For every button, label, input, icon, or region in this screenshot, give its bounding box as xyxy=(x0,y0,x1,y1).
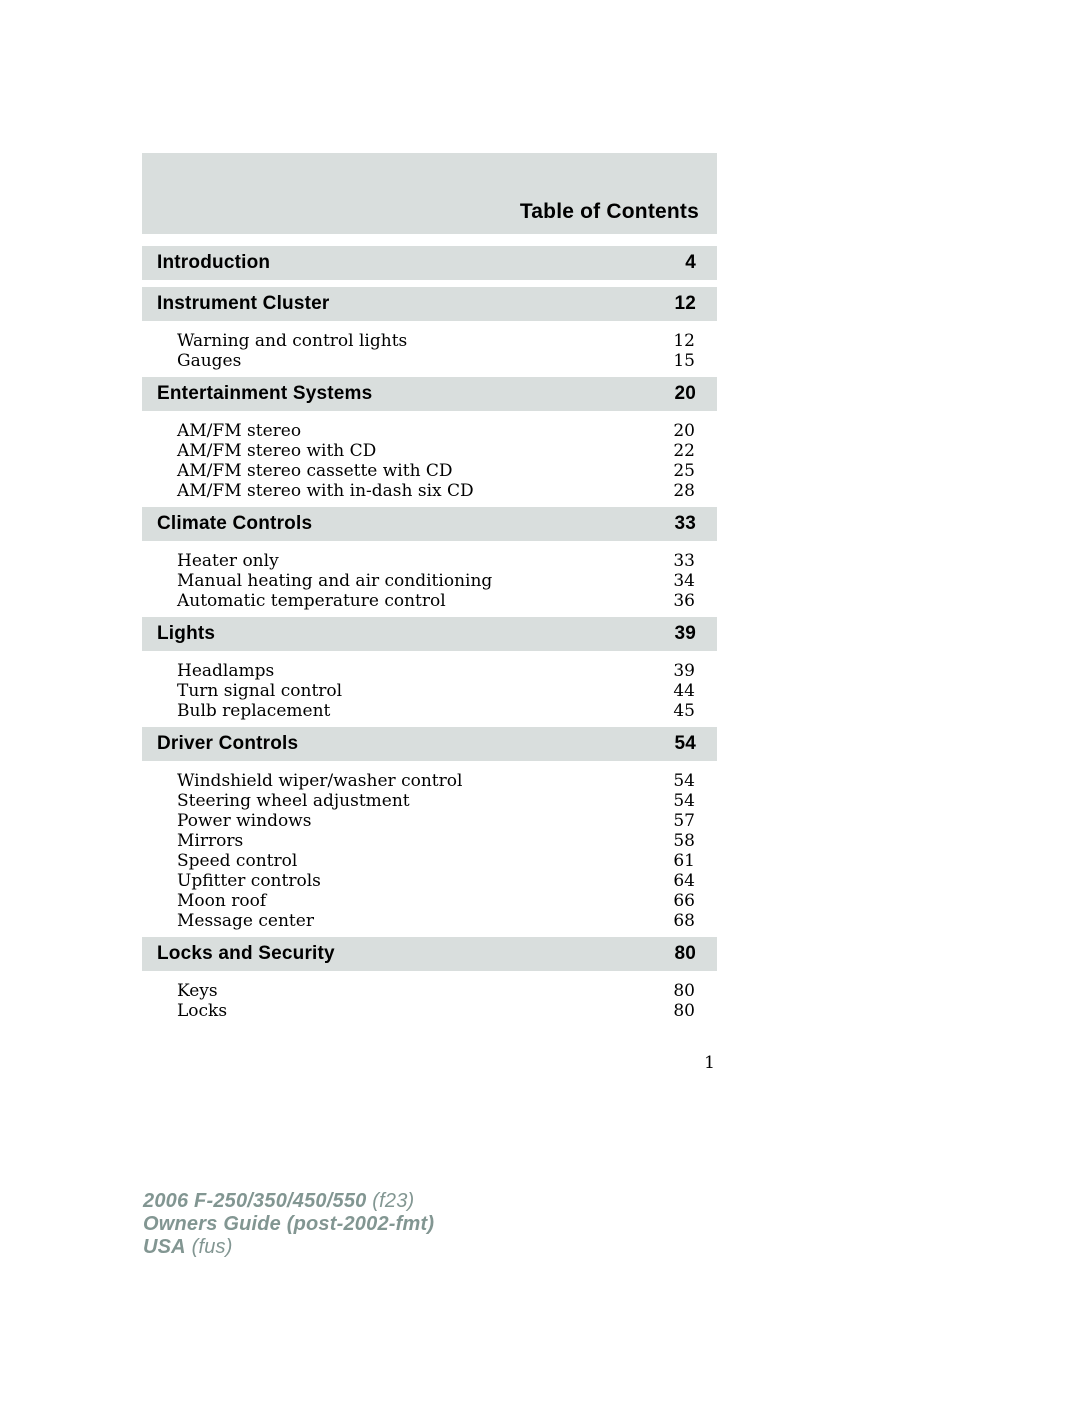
toc-section-bar xyxy=(142,246,717,280)
toc-section-title: Instrument Cluster xyxy=(157,293,330,314)
footer-guide-text: Owners Guide (post-2002-fmt) xyxy=(143,1213,435,1235)
toc-section-entertainment-systems xyxy=(142,377,717,507)
toc-item-page: 64 xyxy=(673,871,695,891)
toc-item-label: Speed control xyxy=(177,851,298,871)
toc-item xyxy=(177,701,695,721)
toc-section-title: Lights xyxy=(157,623,216,644)
toc-item-label: Turn signal control xyxy=(177,681,343,701)
toc-item-page: 61 xyxy=(673,851,695,871)
toc-section-driver-controls xyxy=(142,727,717,937)
toc-item-label: Moon roof xyxy=(177,891,267,911)
toc-item xyxy=(177,831,695,851)
toc-section-bar xyxy=(142,937,717,971)
toc-item-list xyxy=(142,411,717,507)
toc-item-page: 25 xyxy=(673,461,695,481)
toc-item-label: Message center xyxy=(177,911,314,931)
toc-item xyxy=(177,891,695,911)
toc-section-title: Climate Controls xyxy=(157,513,313,534)
toc-item-label: Headlamps xyxy=(177,661,275,681)
toc-item-list xyxy=(142,541,717,617)
toc-section-bar xyxy=(142,727,717,761)
toc-item-label: AM/FM stereo cassette with CD xyxy=(177,461,453,481)
toc-section-page: 33 xyxy=(674,513,696,534)
toc-item-page: 44 xyxy=(673,681,695,701)
toc-item xyxy=(177,591,695,611)
footer-market-code: (fus) xyxy=(191,1236,233,1258)
toc-item-page: 66 xyxy=(673,891,695,911)
toc-item-label: Keys xyxy=(177,981,218,1001)
toc-item-label: Steering wheel adjustment xyxy=(177,791,410,811)
toc-item-label: Automatic temperature control xyxy=(177,591,446,611)
footer-line-model xyxy=(143,1190,434,1213)
toc-item-label: Gauges xyxy=(177,351,242,371)
toc-section-instrument-cluster xyxy=(142,287,717,377)
toc-item xyxy=(177,331,695,351)
toc-item-label: Upfitter controls xyxy=(177,871,321,891)
page-title: Table of Contents xyxy=(519,200,699,223)
toc-item-list xyxy=(142,971,717,1027)
toc-section-page: 20 xyxy=(674,383,696,404)
toc-item-page: 54 xyxy=(673,771,695,791)
toc-item-list xyxy=(142,321,717,377)
toc-section-locks-and-security xyxy=(142,937,717,1027)
toc-item-label: Heater only xyxy=(177,551,279,571)
toc-item-page: 22 xyxy=(673,441,695,461)
toc-section-title: Locks and Security xyxy=(157,943,335,964)
toc-item-label: Warning and control lights xyxy=(177,331,408,351)
toc-section-page: 54 xyxy=(674,733,696,754)
toc-item xyxy=(177,461,695,481)
toc-section-bar xyxy=(142,377,717,411)
toc-item xyxy=(177,421,695,441)
toc-item-page: 80 xyxy=(673,1001,695,1021)
footer-model-text: 2006 F-250/350/450/550 xyxy=(143,1190,367,1212)
toc-section-bar xyxy=(142,287,717,321)
toc-item-label: Mirrors xyxy=(177,831,244,851)
toc-item xyxy=(177,771,695,791)
toc-item-page: 68 xyxy=(673,911,695,931)
toc-item-list xyxy=(142,651,717,727)
toc-item xyxy=(177,911,695,931)
toc-item-label: Power windows xyxy=(177,811,312,831)
toc-item xyxy=(177,441,695,461)
toc-item xyxy=(177,661,695,681)
toc-item-list xyxy=(142,761,717,937)
footer-model-code: (f23) xyxy=(372,1190,415,1212)
toc-item xyxy=(177,681,695,701)
toc-item xyxy=(177,551,695,571)
toc-section-introduction xyxy=(142,246,717,280)
toc-item-page: 39 xyxy=(673,661,695,681)
folio-page-number: 1 xyxy=(704,1053,715,1073)
toc-item xyxy=(177,1001,695,1021)
footer-line-guide xyxy=(143,1213,434,1236)
toc-item xyxy=(177,571,695,591)
toc-section-page: 39 xyxy=(674,623,696,644)
footer-line-market xyxy=(143,1236,434,1259)
toc-section-lights xyxy=(142,617,717,727)
toc-item-page: 57 xyxy=(673,811,695,831)
toc-item-page: 15 xyxy=(673,351,695,371)
toc-item-label: Windshield wiper/washer control xyxy=(177,771,463,791)
toc-item xyxy=(177,851,695,871)
toc-item-label: Manual heating and air conditioning xyxy=(177,571,493,591)
toc-item-page: 80 xyxy=(673,981,695,1001)
toc-item-page: 34 xyxy=(673,571,695,591)
toc-section-page: 80 xyxy=(674,943,696,964)
toc-item-page: 33 xyxy=(673,551,695,571)
toc-section-page: 12 xyxy=(674,293,696,314)
toc-item xyxy=(177,481,695,501)
footer-imprint xyxy=(143,1190,434,1259)
toc-section-page: 4 xyxy=(685,252,696,273)
toc-section-bar xyxy=(142,507,717,541)
toc-item-page: 58 xyxy=(673,831,695,851)
toc-section-title: Driver Controls xyxy=(157,733,299,754)
toc-item-label: AM/FM stereo with in-dash six CD xyxy=(177,481,474,501)
toc-item-label: AM/FM stereo xyxy=(177,421,302,441)
toc-item-page: 54 xyxy=(673,791,695,811)
toc-section-title: Introduction xyxy=(157,252,271,273)
toc-section-bar xyxy=(142,617,717,651)
toc-item-page: 12 xyxy=(673,331,695,351)
toc-item-label: Locks xyxy=(177,1001,228,1021)
toc-item-page: 28 xyxy=(673,481,695,501)
toc-item-label: Bulb replacement xyxy=(177,701,331,721)
toc-content xyxy=(142,153,717,1027)
toc-item-label: AM/FM stereo with CD xyxy=(177,441,377,461)
toc-header-block xyxy=(142,153,717,234)
toc-item-page: 45 xyxy=(673,701,695,721)
toc-item xyxy=(177,351,695,371)
toc-item xyxy=(177,871,695,891)
toc-item xyxy=(177,811,695,831)
toc-item-page: 20 xyxy=(673,421,695,441)
toc-section-title: Entertainment Systems xyxy=(157,383,373,404)
toc-item xyxy=(177,981,695,1001)
toc-item-page: 36 xyxy=(673,591,695,611)
toc-section-climate-controls xyxy=(142,507,717,617)
footer-market-text: USA xyxy=(143,1236,186,1258)
toc-item xyxy=(177,791,695,811)
